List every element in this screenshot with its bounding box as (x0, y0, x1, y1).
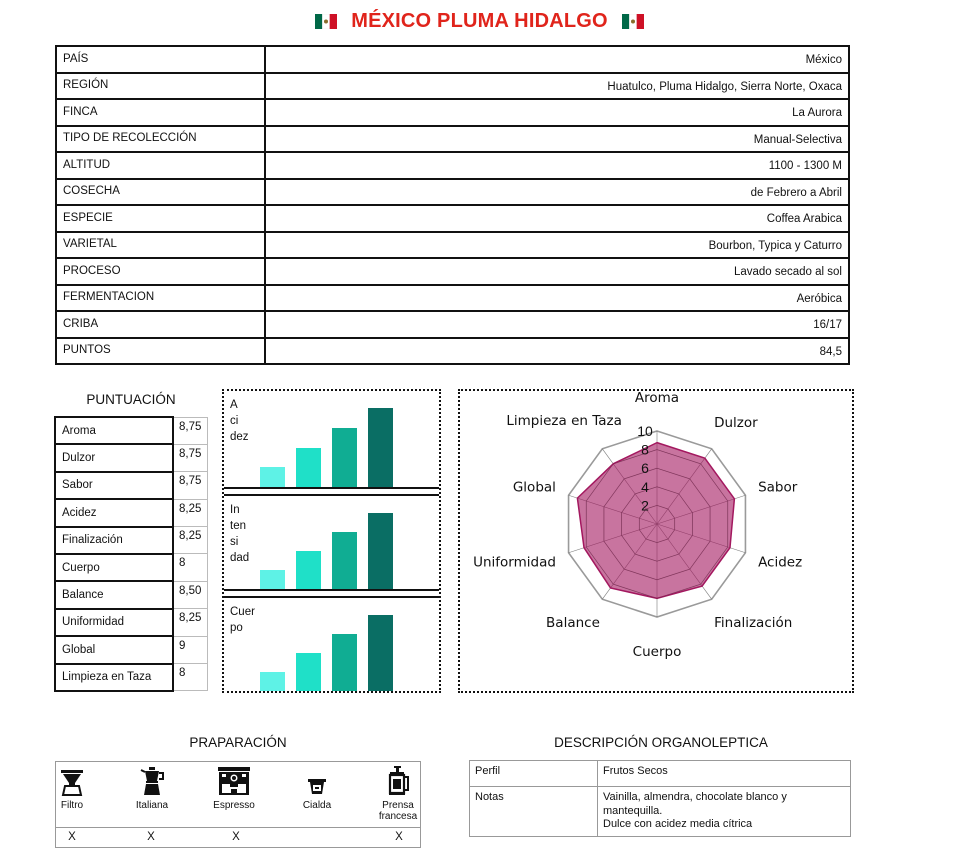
score-row (55, 636, 208, 663)
score-label: Aroma (55, 417, 173, 444)
score-row (55, 554, 208, 581)
label-line: ten (230, 520, 246, 532)
info-label: CRIBA (56, 311, 265, 338)
intensity-bar (296, 653, 321, 691)
description-row-notas (470, 787, 851, 837)
intensidad-intensity-block (224, 496, 439, 589)
prep-method-cialda (277, 762, 357, 811)
radar-axis-label: Dulzor (714, 415, 758, 432)
score-value: 8,25 (173, 609, 208, 636)
radar-axis-label: Finalización (714, 614, 793, 631)
divider (224, 487, 439, 489)
radar-axis-label: Limpieza en Taza (506, 413, 622, 430)
score-value: 8,25 (173, 499, 208, 526)
prep-mark: X (68, 831, 76, 843)
info-value: Coffea Arabica (265, 205, 849, 232)
espresso-machine-icon (216, 766, 252, 796)
info-value: México (265, 46, 849, 73)
info-label: PROCESO (56, 258, 265, 285)
score-row (55, 444, 208, 471)
info-row-especie (56, 205, 849, 232)
prep-mark: X (147, 831, 155, 843)
intensity-bar (260, 570, 285, 589)
intensity-bar (368, 513, 393, 589)
score-label: Finalización (55, 527, 173, 554)
prep-method-name: Espresso (213, 800, 255, 811)
prep-method-italiana (112, 762, 192, 811)
description-line: Frutos Secos (603, 765, 668, 777)
cuerpo-intensity-block (224, 598, 439, 691)
radar-axis-label: Sabor (758, 479, 798, 496)
prep-mark: X (232, 831, 240, 843)
prep-mark: X (395, 831, 403, 843)
radar-chart (460, 391, 852, 691)
info-value: Lavado secado al sol (265, 258, 849, 285)
info-row-varietal (56, 232, 849, 259)
info-value: 16/17 (265, 311, 849, 338)
score-label: Acidez (55, 499, 173, 526)
description-value (598, 761, 851, 787)
info-value: de Febrero a Abril (265, 179, 849, 206)
intensity-bar (368, 408, 393, 487)
info-row-altitud (56, 152, 849, 179)
info-label: PAÍS (56, 46, 265, 73)
description-row-perfil (470, 761, 851, 787)
acidez-intensity-label (230, 397, 249, 445)
info-label: ALTITUD (56, 152, 265, 179)
label-line: dad (230, 552, 250, 564)
label-line: si (230, 536, 239, 548)
score-label: Global (55, 636, 173, 663)
intensity-bar (332, 532, 357, 589)
prep-method-prensa-francesa (358, 762, 438, 822)
title-text: MÉXICO PLUMA HIDALGO (351, 10, 608, 32)
info-label: REGIÓN (56, 73, 265, 100)
info-row-recoleccion (56, 126, 849, 153)
score-label: Cuerpo (55, 554, 173, 581)
radar-tick-label: 8 (641, 441, 649, 458)
label-line: ci (230, 415, 239, 427)
score-row (55, 581, 208, 608)
preparation-table (55, 761, 421, 848)
score-row (55, 472, 208, 499)
score-heading: PUNTUACIÓN (86, 392, 176, 407)
score-value: 8,75 (173, 472, 208, 499)
info-row-region (56, 73, 849, 100)
info-value: Bourbon, Typica y Caturro (265, 232, 849, 259)
info-row-cosecha (56, 179, 849, 206)
prep-method-name: Italiana (135, 800, 169, 811)
score-row (55, 664, 208, 691)
info-row-finca (56, 99, 849, 126)
score-value: 8,25 (173, 527, 208, 554)
info-value: 1100 - 1300 M (265, 152, 849, 179)
prep-name-line: Prensa (382, 800, 414, 811)
description-line: mantequilla. (603, 804, 663, 817)
preparation-marks-row (56, 827, 420, 848)
prep-method-name (358, 800, 438, 822)
filter-dripper-icon (59, 768, 85, 796)
coffee-info-table (55, 45, 850, 365)
info-label: VARIETAL (56, 232, 265, 259)
radar-tick-label: 10 (637, 423, 653, 439)
label-line: A (230, 399, 238, 411)
description-label: Notas (470, 787, 598, 837)
info-row-criba (56, 311, 849, 338)
french-press-icon (386, 766, 410, 796)
label-line: In (230, 504, 240, 516)
score-value: 8 (173, 554, 208, 581)
description-line: Dulce con acidez media cítrica (603, 818, 753, 830)
score-row (55, 417, 208, 444)
intensity-bar (296, 551, 321, 589)
radar-tick-label: 4 (641, 478, 649, 495)
prep-method-filtro (32, 762, 112, 811)
radar-chart-panel (458, 389, 854, 693)
intensity-bar (368, 615, 393, 691)
prep-name-line: francesa (378, 811, 418, 822)
score-label: Balance (55, 581, 173, 608)
mexico-flag-icon (315, 14, 337, 29)
info-value: 84,5 (265, 338, 849, 365)
divider (224, 589, 439, 591)
label-line: dez (230, 431, 249, 443)
preparation-heading: PRAPARACIÓN (189, 735, 287, 750)
score-value: 8,75 (173, 444, 208, 471)
description-heading: DESCRIPCIÓN ORGANOLEPTICA (554, 735, 768, 750)
info-label: PUNTOS (56, 338, 265, 365)
radar-axis-label: Global (512, 479, 556, 496)
info-label: FERMENTACION (56, 285, 265, 312)
radar-axis-label: Uniformidad (473, 554, 556, 571)
info-value: La Aurora (265, 99, 849, 126)
radar-axis-label: Balance (546, 614, 600, 631)
score-label: Dulzor (55, 444, 173, 471)
coffee-pod-icon (306, 776, 328, 796)
moka-pot-icon (139, 766, 165, 796)
info-label: ESPECIE (56, 205, 265, 232)
score-row (55, 609, 208, 636)
prep-method-name: Cialda (302, 800, 332, 811)
info-row-fermentacion (56, 285, 849, 312)
info-label: TIPO DE RECOLECCIÓN (56, 126, 265, 153)
prep-method-name: Filtro (60, 800, 84, 811)
intensity-panel (222, 389, 441, 693)
score-value: 8,75 (173, 417, 208, 444)
info-value: Manual-Selectiva (265, 126, 849, 153)
info-value: Huatulco, Pluma Hidalgo, Sierra Norte, Oxaca (265, 73, 849, 100)
score-label: Sabor (55, 472, 173, 499)
info-label: FINCA (56, 99, 265, 126)
intensity-bar (332, 428, 357, 487)
label-line: Cuer (230, 606, 255, 618)
intensity-bar (332, 634, 357, 691)
prep-method-espresso (194, 762, 274, 811)
description-table (469, 760, 851, 837)
radar-data-area (577, 443, 734, 599)
mexico-flag-icon (622, 14, 644, 29)
intensity-bar (260, 672, 285, 691)
info-row-proceso (56, 258, 849, 285)
radar-axis-label: Aroma (634, 391, 680, 406)
description-line: Vainilla, almendra, chocolate blanco y (603, 791, 787, 803)
description-value (598, 787, 851, 837)
info-value: Aeróbica (265, 285, 849, 312)
acidez-intensity-block (224, 391, 439, 487)
score-value: 9 (173, 636, 208, 663)
info-row-puntos (56, 338, 849, 365)
radar-axis-label: Acidez (758, 554, 803, 571)
label-line: po (230, 622, 243, 634)
radar-tick-label: 2 (641, 497, 649, 514)
score-label: Limpieza en Taza (55, 664, 173, 691)
info-row-pais (56, 46, 849, 73)
description-label: Perfil (470, 761, 598, 787)
cuerpo-intensity-label (230, 604, 255, 636)
radar-tick-label: 6 (641, 460, 649, 477)
info-label: COSECHA (56, 179, 265, 206)
score-value: 8,50 (173, 581, 208, 608)
intensity-bar (296, 448, 321, 488)
score-table (54, 416, 208, 692)
score-row (55, 499, 208, 526)
score-row (55, 527, 208, 554)
intensity-bar (260, 467, 285, 487)
radar-axis-label: Cuerpo (632, 644, 682, 660)
score-value: 8 (173, 664, 208, 691)
intensidad-intensity-label (230, 502, 249, 566)
score-label: Uniformidad (55, 609, 173, 636)
page-title (0, 10, 959, 33)
